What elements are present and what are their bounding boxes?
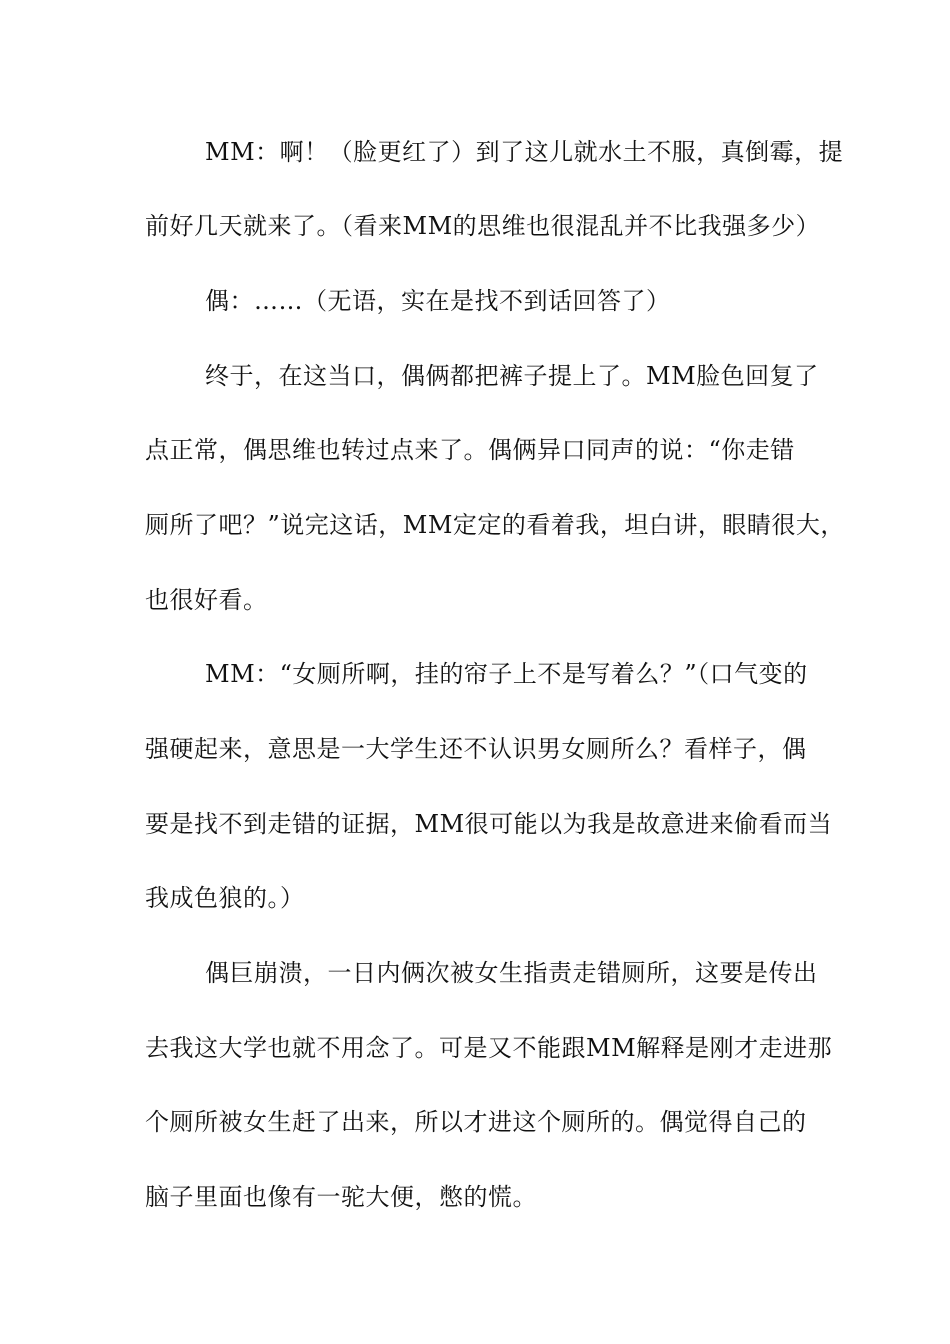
text-line: MM：“女厕所啊，挂的帘子上不是写着么？”（口气变的: [205, 660, 808, 688]
text-line: 点正常，偶思维也转过点来了。偶俩异口同声的说：“你走错: [145, 436, 795, 464]
text-line: 终于，在这当口，偶俩都把裤子提上了。MM脸色回复了: [205, 362, 819, 390]
text-line: 偶巨崩溃，一日内俩次被女生指责走错厕所，这要是传出: [205, 959, 818, 987]
text-line: MM：啊！（脸更红了）到了这儿就水土不服，真倒霉，提: [205, 138, 844, 166]
text-line: 厕所了吧？”说完这话，MM定定的看着我，坦白讲，眼睛很大，: [145, 511, 845, 539]
text-line: 也很好看。: [145, 586, 268, 614]
text-line: 偶：……（无语，实在是找不到话回答了）: [205, 287, 671, 315]
text-line: 前好几天就来了。（看来MM的思维也很混乱并不比我强多少）: [145, 212, 821, 240]
text-line: 脑子里面也像有一驼大便，憋的慌。: [145, 1183, 537, 1211]
text-line: 个厕所被女生赶了出来，所以才进这个厕所的。偶觉得自己的: [145, 1108, 807, 1136]
text-line: 去我这大学也就不用念了。可是又不能跟MM解释是刚才走进那: [145, 1034, 833, 1062]
text-line: 要是找不到走错的证据，MM很可能以为我是故意进来偷看而当: [145, 810, 833, 838]
text-line: 强硬起来，意思是一大学生还不认识男女厕所么？看样子，偶: [145, 735, 807, 763]
text-line: 我成色狼的。）: [145, 884, 305, 912]
